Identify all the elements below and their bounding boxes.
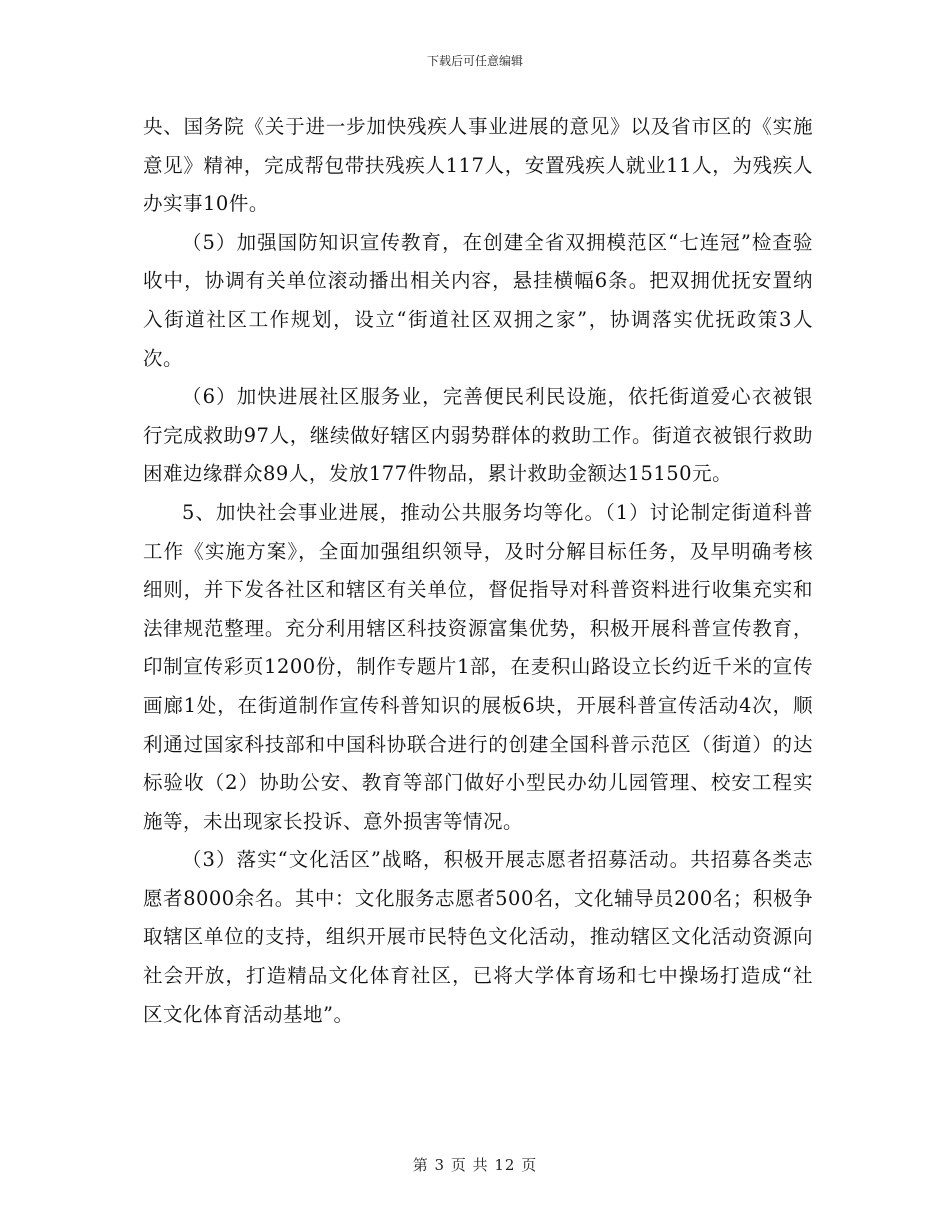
paragraph-disability-work: 央、国务院《关于进一步加快残疾人事业进展的意见》以及省市区的《实施意见》精神，完成帮包带扶残疾人117人，安置残疾人就业11人，为残疾人办实事10件。 [143, 115, 813, 216]
paragraph-social-undertakings: 5、加快社会事业进展，推动公共服务均等化。（1）讨论制定街道科普工作《实施方案》，全面加强组织领导，及时分解目标任务，及早明确考核细则，并下发各社区和辖区有关单位，督促指导对科普资料进行收集充实和法律规范整理。充分利用辖区科技资源富集优势，积极开展科普宣传教育，印制宣传彩页1200份，制作专题片1部，在麦积山路设立长约近千米的宣传画廊1处，在街道制作宣传科普知识的展板6块，开展科普宣传活动4次，顺利通过国家科技部和中国科协联合进行的创建全国科普示范区（街道）的达标验收（2）协助公安、教育等部门做好小型民办幼儿园管理、校安工程实施等，未出现家长投诉、意外损害等情况。 [143, 500, 813, 833]
paragraph-culture-volunteers: （3）落实“文化活区”战略，积极开展志愿者招募活动。共招募各类志愿者8000余名。其中：文化服务志愿者500名，文化辅导员200名；积极争取辖区单位的支持，组织开展市民特色文化活动，推动辖区文化活动资源向社会开放，打造精品文化体育社区，已将大学体育场和七中操场打造成“社区文化体育活动基地”。 [143, 848, 813, 1026]
paragraph-national-defense: （5）加强国防知识宣传教育，在创建全省双拥模范区“七连冠”检查验收中，协调有关单位滚动播出相关内容，悬挂横幅6条。把双拥优抚安置纳入街道社区工作规划，设立“街道社区双拥之家”，协调落实优抚政策3人次。 [143, 230, 813, 370]
page-number-footer: 第 3 页 共 12 页 [412, 1156, 538, 1174]
page-header: 下载后可任意编辑 [426, 54, 523, 68]
paragraph-community-service: （6）加快进展社区服务业，完善便民利民设施，依托街道爱心衣被银行完成救助97人，继续做好辖区内弱势群体的救助工作。街道衣被银行救助困难边缘群众89人，发放177件物品，累计救助金额达15150元。 [143, 385, 813, 486]
document-body [143, 108, 813, 1034]
